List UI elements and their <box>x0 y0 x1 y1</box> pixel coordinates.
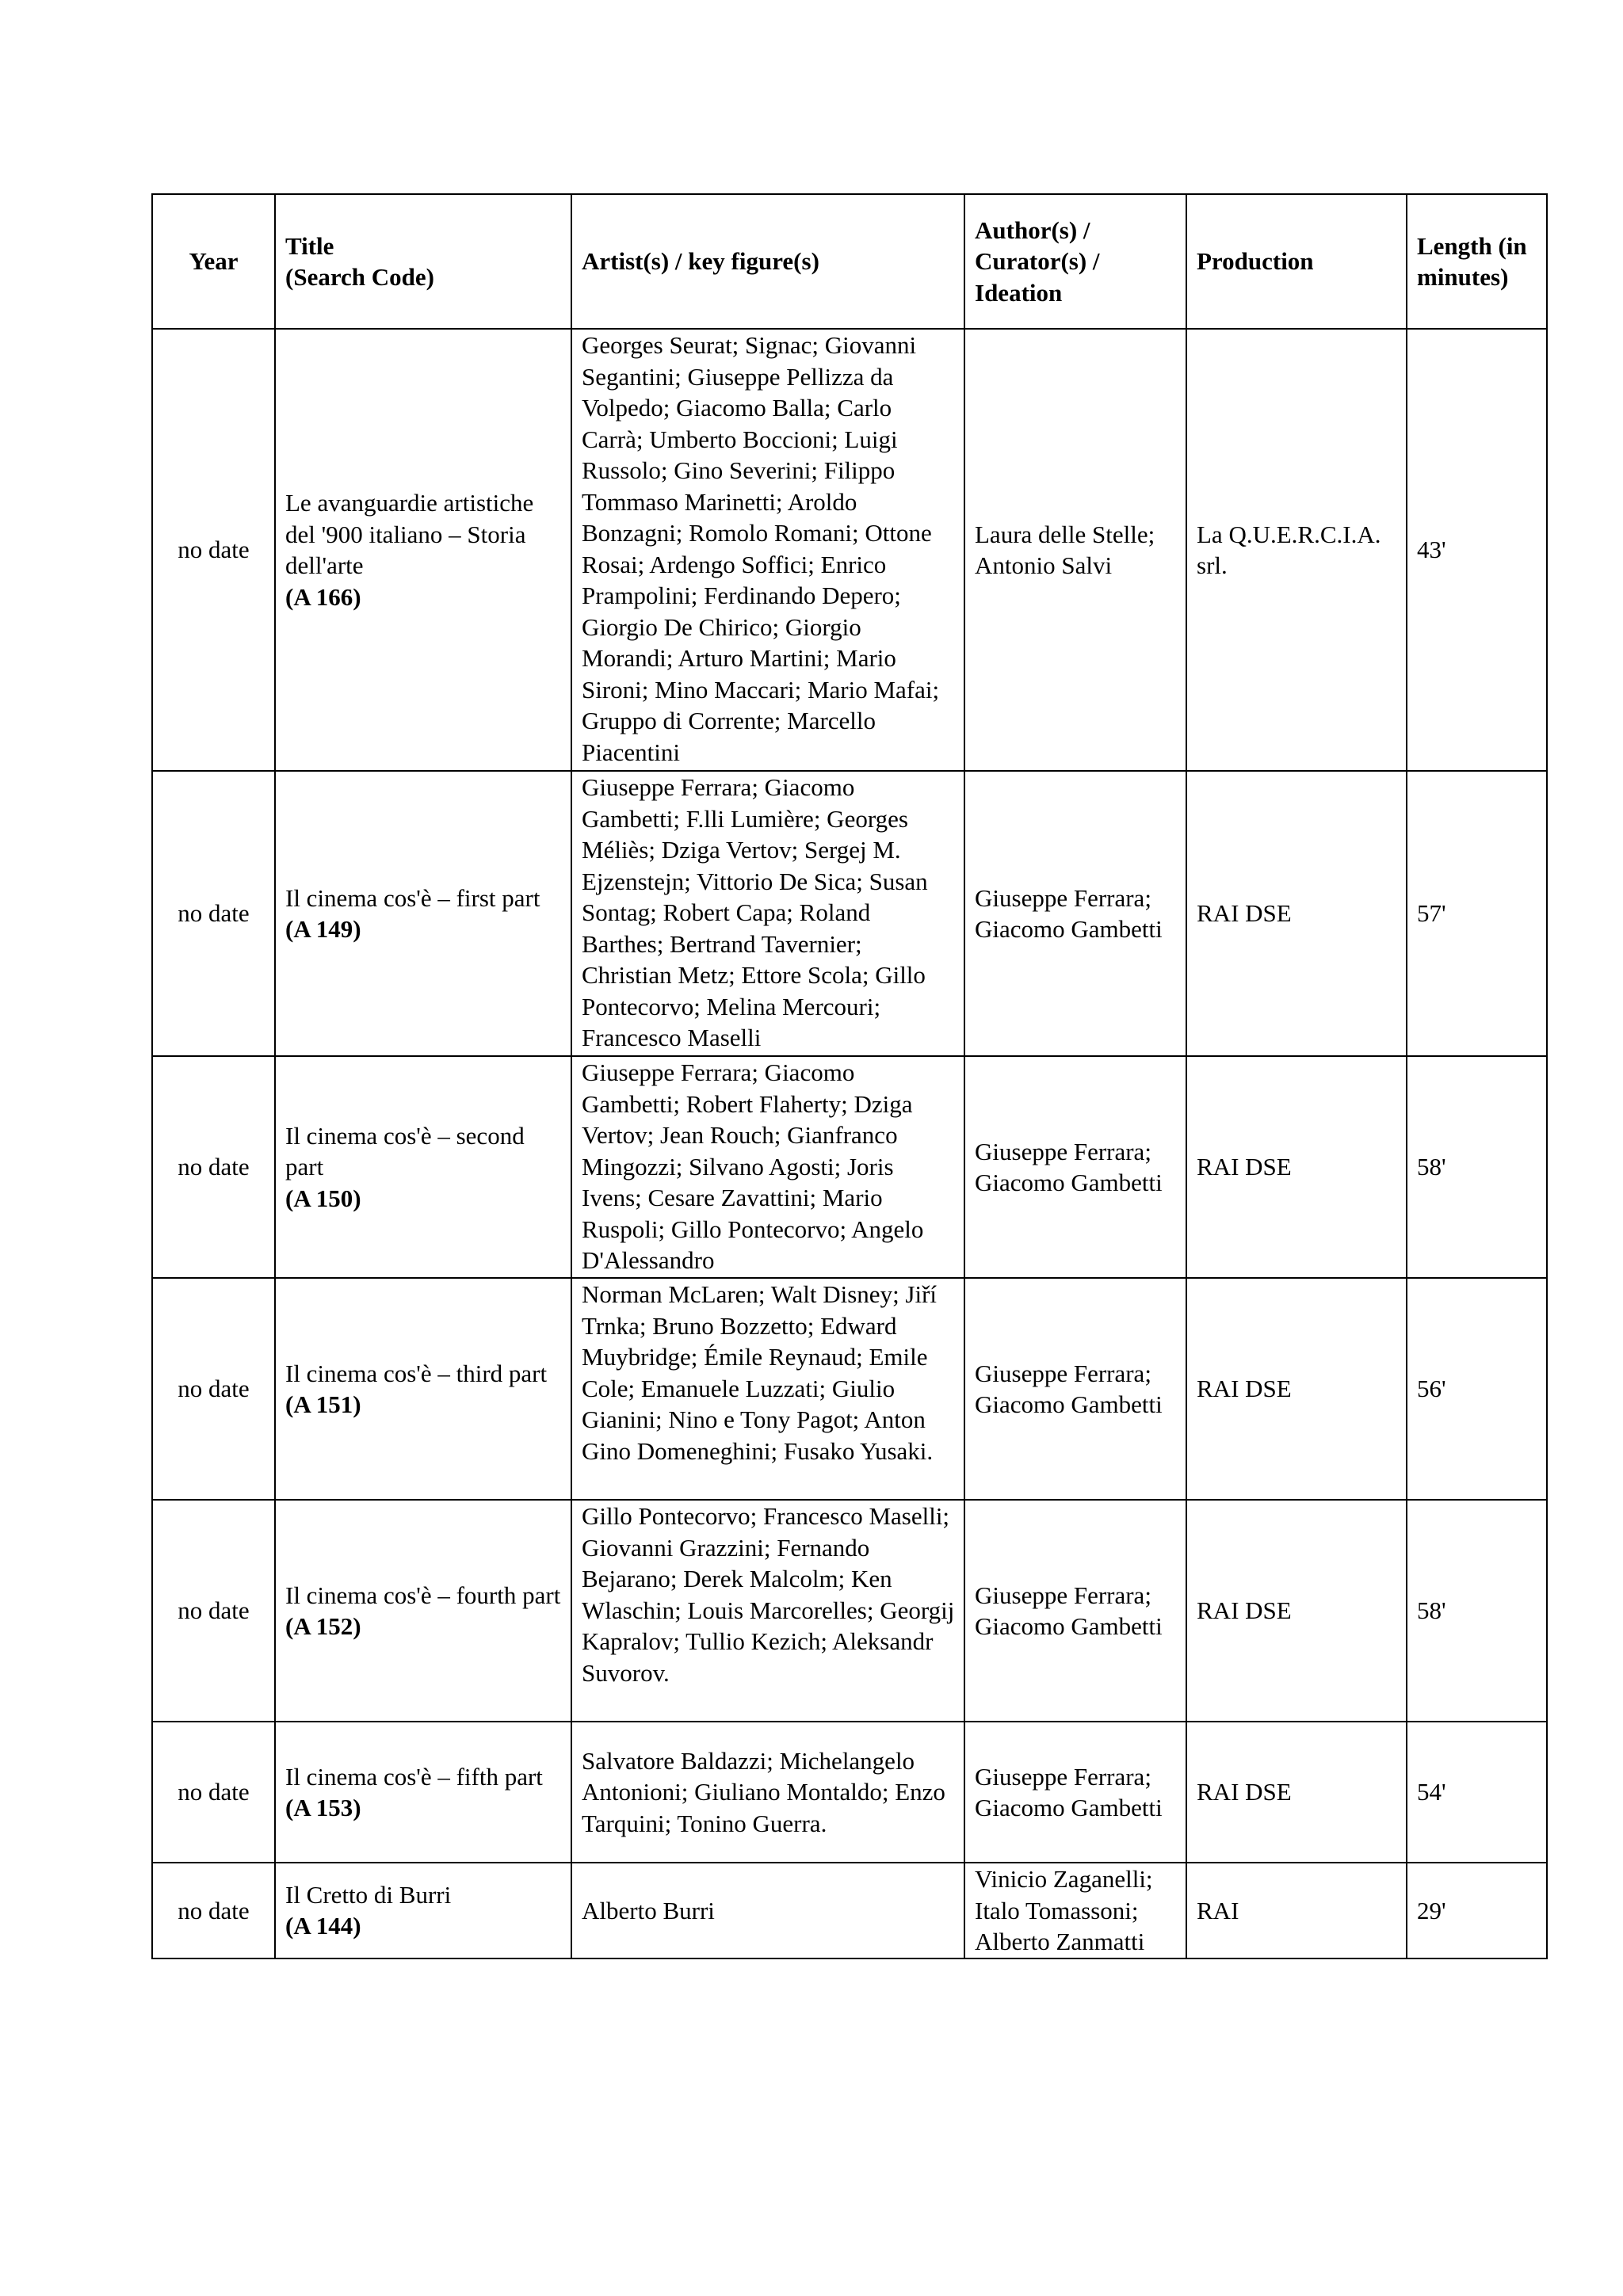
search-code: (A 153) <box>285 1794 361 1821</box>
cell-artists: Norman McLaren; Walt Disney; Jiří Trnka; Bruno Bozzetto; Edward Muybridge; Émile Reynaud; Emile Cole; Emanuele Luzzati; Giulio Gianini; Nino e Tony Pagot; Anton Gino Domeneghini; Fusako Yusaki. <box>571 1278 964 1500</box>
table-row <box>152 771 1547 1056</box>
cell-year: no date <box>152 1722 275 1863</box>
cell-length: 56' <box>1407 1278 1547 1500</box>
table-row <box>152 1278 1547 1500</box>
cell-authors: Giuseppe Ferrara; Giacomo Gambetti <box>964 1722 1186 1863</box>
cell-title <box>275 1500 571 1722</box>
cell-production: RAI DSE <box>1186 1722 1407 1863</box>
table-row <box>152 1500 1547 1722</box>
cell-year: no date <box>152 1278 275 1500</box>
cell-production: RAI DSE <box>1186 771 1407 1056</box>
cell-production: RAI DSE <box>1186 1500 1407 1722</box>
table-row <box>152 1863 1547 1958</box>
cell-year: no date <box>152 329 275 771</box>
header-authors-line-2: Curator(s) / <box>975 247 1100 276</box>
search-code: (A 149) <box>285 915 361 943</box>
search-code: (A 144) <box>285 1912 361 1940</box>
cell-authors: Giuseppe Ferrara; Giacomo Gambetti <box>964 1278 1186 1500</box>
cell-production: RAI <box>1186 1863 1407 1958</box>
cell-length: 29' <box>1407 1863 1547 1958</box>
cell-artists: Salvatore Baldazzi; Michelangelo Antonioni; Giuliano Montaldo; Enzo Tarquini; Tonino Guerra. <box>571 1722 964 1863</box>
header-artists: Artist(s) / key figure(s) <box>571 194 964 329</box>
film-title: Il cinema cos'è – third part <box>285 1359 548 1387</box>
cell-artists: Georges Seurat; Signac; Giovanni Segantini; Giuseppe Pellizza da Volpedo; Giacomo Balla; Carlo Carrà; Umberto Boccioni; Luigi Russolo; Gino Severini; Filippo Tommaso Marinetti; Aroldo Bonzagni; Romolo Romani; Ottone Rosai; Ardengo Soffici; Enrico Prampolini; Ferdinando Depero; Giorgio De Chirico; Giorgio Morandi; Arturo Martini; Mario Sironi; Mino Maccari; Mario Mafai; Gruppo di Corrente; Marcello Piacentini <box>571 329 964 771</box>
film-title: Il Cretto di Burri <box>285 1880 452 1909</box>
cell-year: no date <box>152 1500 275 1722</box>
film-title: Il cinema cos'è – first part <box>285 883 540 912</box>
cell-authors: Giuseppe Ferrara; Giacomo Gambetti <box>964 1500 1186 1722</box>
cell-length: 54' <box>1407 1722 1547 1863</box>
table-row <box>152 1056 1547 1278</box>
cell-artists: Giuseppe Ferrara; Giacomo Gambetti; Robert Flaherty; Dziga Vertov; Jean Rouch; Gianfranco Mingozzi; Silvano Agosti; Joris Ivens; Cesare Zavattini; Mario Ruspoli; Gillo Pontecorvo; Angelo D'Alessandro <box>571 1056 964 1278</box>
header-search-code-line: (Search Code) <box>285 263 434 291</box>
header-authors <box>964 194 1186 329</box>
cell-title <box>275 329 571 771</box>
header-authors-line-1: Author(s) / <box>975 215 1090 244</box>
cell-length: 43' <box>1407 329 1547 771</box>
cell-length: 58' <box>1407 1500 1547 1722</box>
search-code: (A 152) <box>285 1612 361 1640</box>
cell-length: 58' <box>1407 1056 1547 1278</box>
cell-year: no date <box>152 1863 275 1958</box>
header-production: Production <box>1186 194 1407 329</box>
header-authors-line-3: Ideation <box>975 278 1063 307</box>
header-title-line: Title <box>285 231 334 260</box>
cell-artists: Alberto Burri <box>571 1863 964 1958</box>
cell-authors: Laura delle Stelle; Antonio Salvi <box>964 329 1186 771</box>
cell-length: 57' <box>1407 771 1547 1056</box>
cell-title <box>275 1278 571 1500</box>
cell-authors: Giuseppe Ferrara; Giacomo Gambetti <box>964 771 1186 1056</box>
cell-authors: Giuseppe Ferrara; Giacomo Gambetti <box>964 1056 1186 1278</box>
search-code: (A 150) <box>285 1184 361 1212</box>
search-code: (A 151) <box>285 1390 361 1418</box>
header-year: Year <box>152 194 275 329</box>
header-length <box>1407 194 1547 329</box>
header-length-line-1: Length (in <box>1417 231 1527 260</box>
film-title: Le avanguardie artistiche del '900 italiano – Storia dell'arte <box>285 489 534 579</box>
film-title: Il cinema cos'è – fourth part <box>285 1581 561 1609</box>
cell-title <box>275 1863 571 1958</box>
cell-production: RAI DSE <box>1186 1278 1407 1500</box>
cell-title <box>275 771 571 1056</box>
cell-year: no date <box>152 771 275 1056</box>
header-title <box>275 194 571 329</box>
table-row <box>152 329 1547 771</box>
cell-production: La Q.U.E.R.C.I.A. srl. <box>1186 329 1407 771</box>
film-title: Il cinema cos'è – second part <box>285 1121 525 1181</box>
cell-title <box>275 1056 571 1278</box>
search-code: (A 166) <box>285 582 361 611</box>
cell-artists: Giuseppe Ferrara; Giacomo Gambetti; F.lli Lumière; Georges Méliès; Dziga Vertov; Sergej M. Ejzenstejn; Vittorio De Sica; Susan Sontag; Robert Capa; Roland Barthes; Bertrand Tavernier; Christian Metz; Ettore Scola; Gillo Pontecorvo; Melina Mercouri; Francesco Maselli <box>571 771 964 1056</box>
cell-artists: Gillo Pontecorvo; Francesco Maselli; Giovanni Grazzini; Fernando Bejarano; Derek Malcolm; Ken Wlaschin; Louis Marcorelles; Georgij Kapralov; Tullio Kezich; Aleksandr Suvorov. <box>571 1500 964 1722</box>
film-catalog-table <box>151 193 1548 1959</box>
film-title: Il cinema cos'è – fifth part <box>285 1762 543 1791</box>
cell-year: no date <box>152 1056 275 1278</box>
table-header-row <box>152 194 1547 329</box>
header-length-line-2: minutes) <box>1417 263 1509 291</box>
table-row <box>152 1722 1547 1863</box>
cell-title <box>275 1722 571 1863</box>
cell-authors: Vinicio Zaganelli; Italo Tomassoni; Alberto Zanmatti <box>964 1863 1186 1958</box>
cell-production: RAI DSE <box>1186 1056 1407 1278</box>
